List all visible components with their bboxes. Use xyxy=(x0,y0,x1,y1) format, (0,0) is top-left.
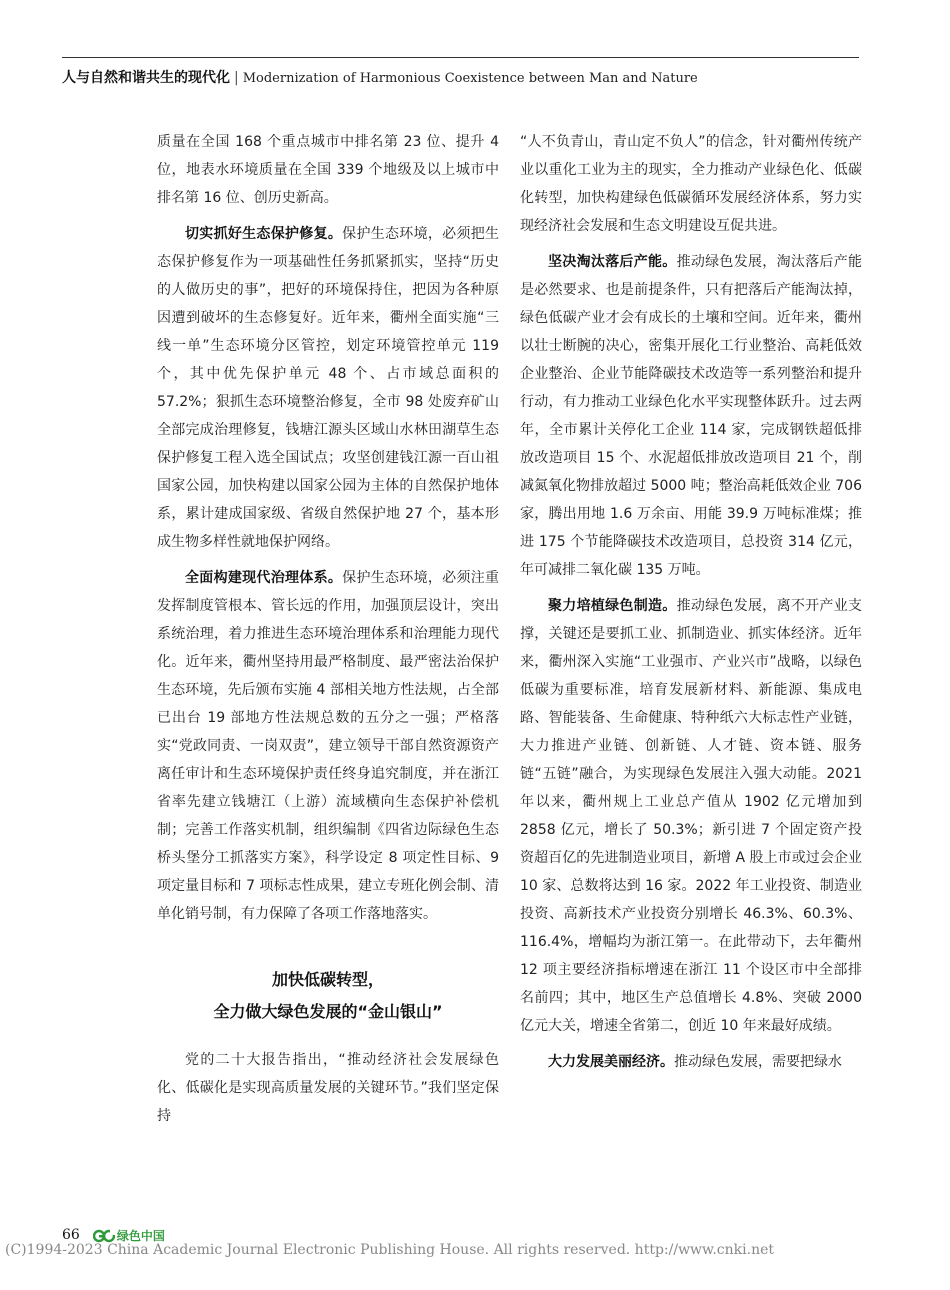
section-heading-line1: 加快低碳转型， xyxy=(271,970,384,989)
logo-icon xyxy=(93,1229,115,1243)
left-column xyxy=(157,128,499,1138)
paragraph-lead: 切实抓好生态保护修复。 xyxy=(185,226,343,242)
logo-text: 绿色中国 xyxy=(116,1229,165,1243)
paragraph-body: 保护生态环境，必须把生态保护修复作为一项基础性任务抓紧抓实，坚持“历史的人做历史的事”，把好的环境保持住，把因为各种原因遭到破坏的生态修复好。近年来，衢州全面实施“三线一单”生态环境分区管控，划定环境管控单元 119 个，其中优先保护单元 48 个、占市域总面积的 57.2%；狠抓生态环境整治修复，全市 98 处废弃矿山全部完成治理修复，钱塘江源头区域山水林田湖草生态保护修复工程入选全国试点；攻坚创建钱江源一百山祖国家公园，加快构建以国家公园为主体的自然保护地体系，累计建成国家级、省级自然保护地 27 个，基本形成生物多样性就地保护网络。 xyxy=(157,226,500,550)
right-column xyxy=(520,128,862,1084)
paragraph xyxy=(520,592,862,1040)
paragraph-lead: 聚力培植绿色制造。 xyxy=(548,598,677,614)
paragraph-body: 保护生态环境，必须注重发挥制度管根本、管长远的作用，加强顶层设计，突出系统治理，着力推进生态环境治理体系和治理能力现代化。近年来，衢州坚持用最严格制度、最严密法治保护生态环境，先后颁布实施 4 部相关地方性法规，占全部已出台 19 部地方性法规总数的五分之一强；严格落实“党政同责、一岗双责”，建立领导干部自然资源资产离任审计和生态环境保护责任终身追究制度，并在浙江省率先建立钱塘江（上游）流域横向生态保护补偿机制；完善工作落实机制，组织编制《四省边际绿色生态桥头堡分工抓落实方案》，科学设定 8 项定性目标、9 项定量目标和 7 项标志性成果，建立专班化例会制、清单化销号制，有力保障了各项工作落地落实。 xyxy=(157,570,500,922)
paragraph: 质量在全国 168 个重点城市中排名第 23 位、提升 4 位，地表水环境质量在全国 339 个地级及以上城市中排名第 16 位、创历史新高。 xyxy=(157,134,499,206)
paragraph xyxy=(157,564,499,928)
header-title-cn: 人与自然和谐共生的现代化 xyxy=(62,70,230,86)
paragraph-lead: 大力发展美丽经济。 xyxy=(548,1054,674,1070)
paragraph: “人不负青山，青山定不负人”的信念，针对衢州传统产业以重化工业为主的现实，全力推动产业绿色化、低碳化转型，加快构建绿色低碳循环发展经济体系，努力实现经济社会发展和生态文明建设互促共进。 xyxy=(520,134,862,234)
section-heading-line2: 全力做大绿色发展的“金山银山” xyxy=(213,1002,443,1021)
paragraph-lead: 坚决淘汰落后产能。 xyxy=(548,254,677,270)
section-heading xyxy=(157,964,499,1028)
paragraph xyxy=(157,220,499,556)
paragraph-lead: 全面构建现代治理体系。 xyxy=(185,570,343,586)
page-footer xyxy=(62,1224,165,1244)
header-separator: | xyxy=(234,70,239,86)
header-title-en: Modernization of Harmonious Coexistence between Man and Nature xyxy=(242,71,698,86)
paragraph: 党的二十大报告指出，“推动经济社会发展绿色化、低碳化是实现高质量发展的关键环节。”我们坚定保持 xyxy=(157,1052,499,1124)
paragraph-body: 推动绿色发展，需要把绿水 xyxy=(674,1054,842,1070)
paragraph-body: 推动绿色发展，淘汰落后产能是必然要求、也是前提条件，只有把落后产能淘汰掉，绿色低碳产业才会有成长的土壤和空间。近年来，衢州以壮士断腕的决心，密集开展化工行业整治、高耗低效企业整治、企业节能降碳技术改造等一系列整治和提升行动，有力推动工业绿色化水平实现整体跃升。过去两年，全市累计关停化工企业 114 家，完成钢铁超低排放改造项目 15 个、水泥超低排放改造项目 21 个，削减氮氧化物排放超过 5000 吨；整治高耗低效企业 706 家，腾出用地 1.6 万余亩、用能 39.9 万吨标准煤；推进 175 个节能降碳技术改造项目，总投资 314 亿元，年可减排二氧化碳 135 万吨。 xyxy=(520,254,863,578)
paragraph xyxy=(520,1048,862,1076)
page-number: 66 xyxy=(62,1226,80,1243)
running-header xyxy=(62,69,862,88)
paragraph-body: 推动绿色发展，离不开产业支撑，关键还是要抓工业、抓制造业、抓实体经济。近年来，衢州深入实施“工业强市、产业兴市”战略，以绿色低碳为重要标准，培育发展新材料、新能源、集成电路、智能装备、生命健康、特种纸六大标志性产业链，大力推进产业链、创新链、人才链、资本链、服务链“五链”融合，为实现绿色发展注入强大动能。2021 年以来，衢州规上工业总产值从 1902 亿元增加到 2858 亿元，增长了 50.3%；新引进 7 个固定资产投资超百亿的先进制造业项目，新增 A 股上市或过会企业 10 家、总数将达到 16 家。2022 年工业投资、制造业投资、高新技术产业投资分别增长 46.3%、60.3%、116.4%，增幅均为浙江第一。在此带动下，去年衢州 12 项主要经济指标增速在浙江 11 个设区市中全部排名前四；其中，地区生产总值增长 4.8%、突破 2000 亿元大关，增速全省第二，创近 10 年来最好成绩。 xyxy=(520,598,863,1034)
header-rule xyxy=(62,57,859,58)
paragraph xyxy=(520,248,862,584)
copyright-notice: (C)1994-2023 China Academic Journal Electronic Publishing House. All rights reserved. http://www.cnki.net xyxy=(5,1242,775,1258)
